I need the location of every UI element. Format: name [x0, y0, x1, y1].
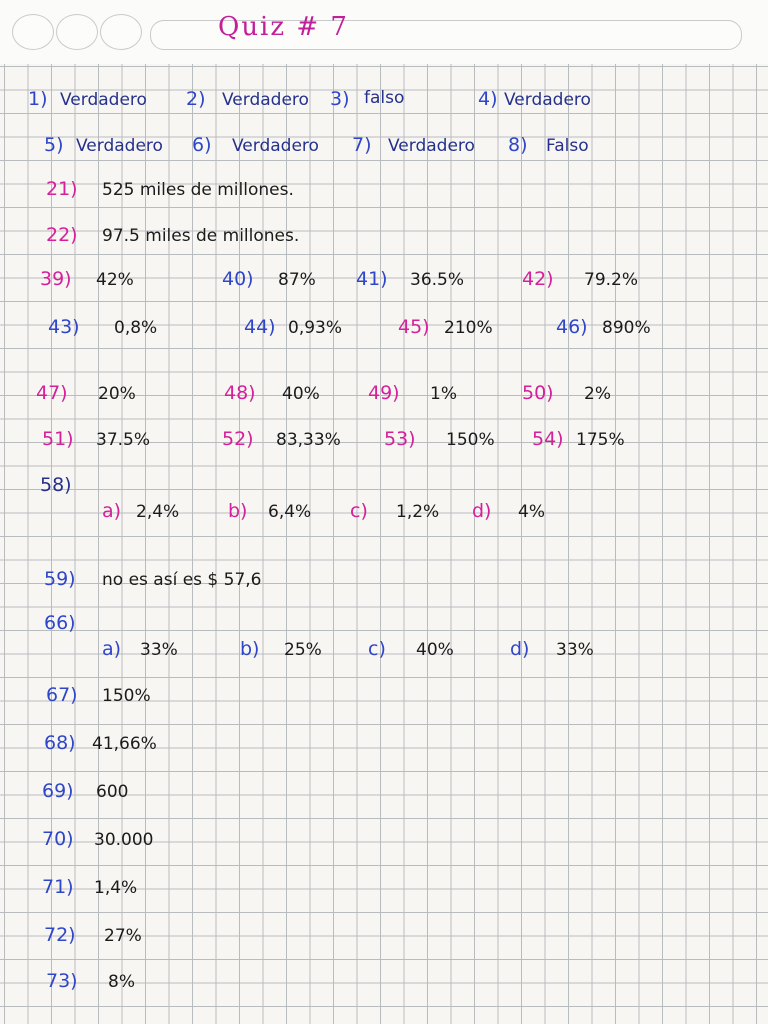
answer-66c-letter: c) — [368, 638, 386, 660]
answer-3-number: 3) — [330, 88, 350, 110]
answer-58d-letter: d) — [472, 500, 492, 522]
answer-54-text: 175% — [576, 430, 625, 450]
answer-66d-text: 33% — [556, 640, 594, 660]
answer-1-text: Verdadero — [60, 90, 147, 110]
answer-1-number: 1) — [28, 88, 48, 110]
answer-44-number: 44) — [244, 316, 276, 338]
answer-41-number: 41) — [356, 268, 388, 290]
answer-66a-letter: a) — [102, 638, 122, 660]
answer-48-text: 40% — [282, 384, 320, 404]
answer-4-number: 4) — [478, 88, 498, 110]
answer-53-number: 53) — [384, 428, 416, 450]
answer-4-text: Verdadero — [504, 90, 591, 110]
answer-5-number: 5) — [44, 134, 64, 156]
answer-67-number: 67) — [46, 684, 78, 706]
answer-50-number: 50) — [522, 382, 554, 404]
answer-42-number: 42) — [522, 268, 554, 290]
answer-66c-text: 40% — [416, 640, 454, 660]
answer-49-number: 49) — [368, 382, 400, 404]
answer-59-number: 59) — [44, 568, 76, 590]
answer-44-text: 0,93% — [288, 318, 343, 338]
answer-66a-text: 33% — [140, 640, 178, 660]
answer-71-text: 1,4% — [94, 878, 138, 898]
answer-70-number: 70) — [42, 828, 74, 850]
answer-40-text: 87% — [278, 270, 316, 290]
answer-58c-letter: c) — [350, 500, 368, 522]
answer-59-text: no es así es $ 57,6 — [102, 570, 262, 590]
answer-21-number: 21) — [46, 178, 78, 200]
answer-22-number: 22) — [46, 224, 78, 246]
answer-42-text: 79.2% — [584, 270, 639, 290]
answer-52-number: 52) — [222, 428, 254, 450]
answer-45-text: 210% — [444, 318, 493, 338]
header-circle — [56, 14, 98, 50]
answer-72-text: 27% — [104, 926, 142, 946]
answer-72-number: 72) — [44, 924, 76, 946]
answer-66d-letter: d) — [510, 638, 530, 660]
answer-51-text: 37.5% — [96, 430, 151, 450]
answer-8-text: Falso — [546, 136, 589, 156]
header-circle — [100, 14, 142, 50]
answer-6-text: Verdadero — [232, 136, 319, 156]
answer-2-text: Verdadero — [222, 90, 309, 110]
answer-58b-letter: b) — [228, 500, 248, 522]
answer-58-number: 58) — [40, 474, 72, 496]
answer-67-text: 150% — [102, 686, 151, 706]
answer-48-number: 48) — [224, 382, 256, 404]
answer-58a-text: 2,4% — [136, 502, 180, 522]
answer-46-text: 890% — [602, 318, 651, 338]
answer-8-number: 8) — [508, 134, 528, 156]
answer-66b-text: 25% — [284, 640, 322, 660]
answer-49-text: 1% — [430, 384, 457, 404]
answer-54-number: 54) — [532, 428, 564, 450]
answer-69-text: 600 — [96, 782, 129, 802]
answer-50-text: 2% — [584, 384, 611, 404]
answer-66b-letter: b) — [240, 638, 260, 660]
answer-40-number: 40) — [222, 268, 254, 290]
answer-39-number: 39) — [40, 268, 72, 290]
answer-41-text: 36.5% — [410, 270, 465, 290]
answer-6-number: 6) — [192, 134, 212, 156]
answer-47-number: 47) — [36, 382, 68, 404]
answer-68-number: 68) — [44, 732, 76, 754]
answer-45-number: 45) — [398, 316, 430, 338]
answer-73-number: 73) — [46, 970, 78, 992]
answer-58b-text: 6,4% — [268, 502, 312, 522]
answer-2-number: 2) — [186, 88, 206, 110]
answer-39-text: 42% — [96, 270, 134, 290]
answer-43-number: 43) — [48, 316, 80, 338]
answer-73-text: 8% — [108, 972, 135, 992]
answer-58a-letter: a) — [102, 500, 122, 522]
answer-47-text: 20% — [98, 384, 136, 404]
answer-58d-text: 4% — [518, 502, 545, 522]
page-title: Quiz # 7 — [218, 12, 349, 42]
answer-69-number: 69) — [42, 780, 74, 802]
page-header — [0, 0, 768, 64]
answer-68-text: 41,66% — [92, 734, 157, 754]
answer-21-text: 525 miles de millones. — [102, 180, 294, 200]
answer-53-text: 150% — [446, 430, 495, 450]
answer-58c-text: 1,2% — [396, 502, 440, 522]
answer-70-text: 30.000 — [94, 830, 154, 850]
answer-51-number: 51) — [42, 428, 74, 450]
answer-5-text: Verdadero — [76, 136, 163, 156]
answer-52-text: 83,33% — [276, 430, 341, 450]
header-circle — [12, 14, 54, 50]
answer-66-number: 66) — [44, 612, 76, 634]
answer-7-number: 7) — [352, 134, 372, 156]
answer-7-text: Verdadero — [388, 136, 475, 156]
answer-43-text: 0,8% — [114, 318, 158, 338]
answer-46-number: 46) — [556, 316, 588, 338]
answer-3-text: falso — [364, 88, 405, 108]
answer-71-number: 71) — [42, 876, 74, 898]
answer-22-text: 97.5 miles de millones. — [102, 226, 300, 246]
